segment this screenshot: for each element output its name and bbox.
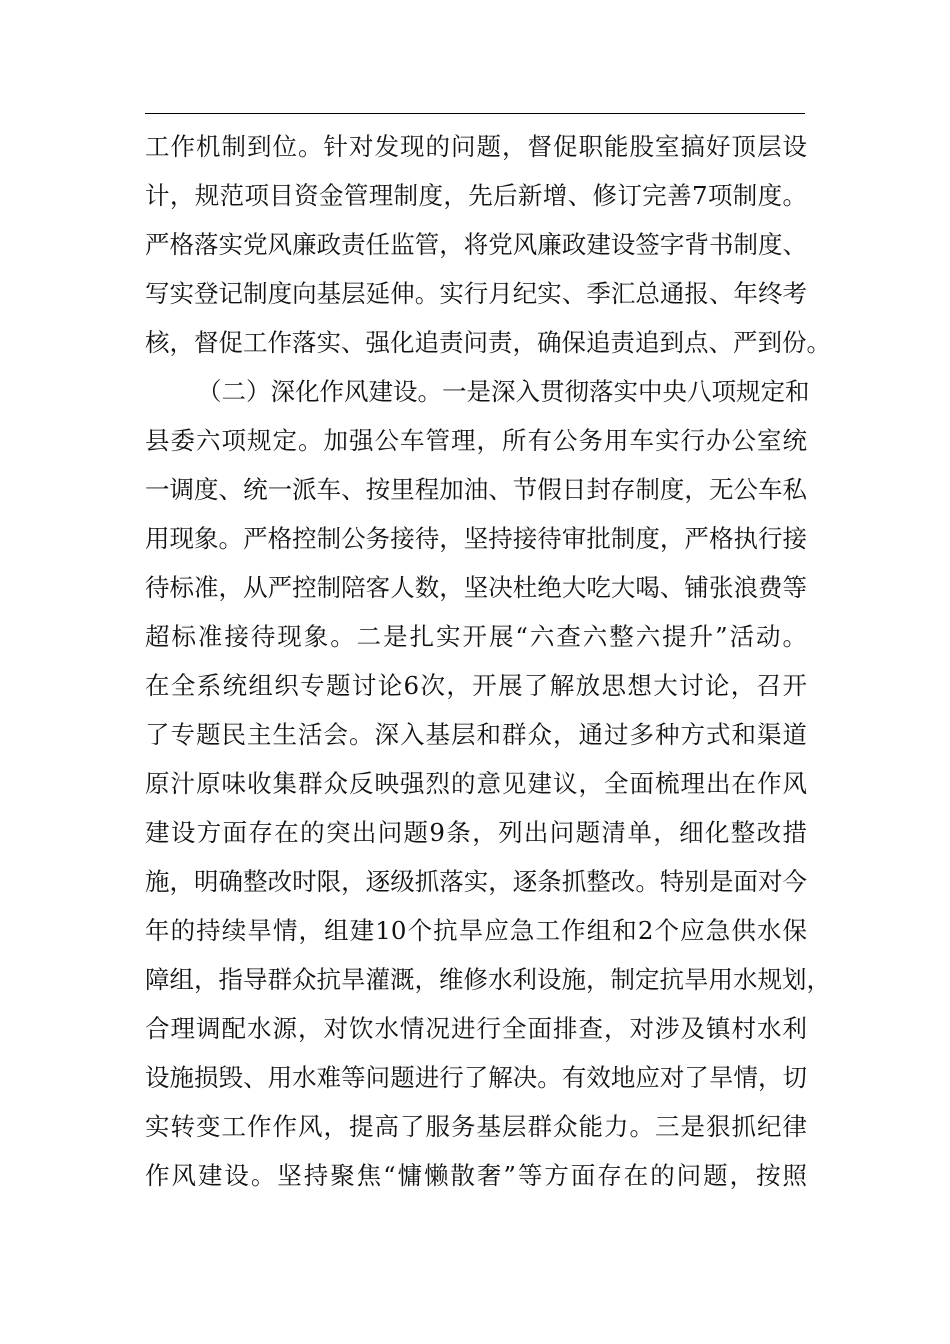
header-rule [145,113,805,114]
section-heading-line: （二）深化作风建设。一是深入贯彻落实中央八项规定和 [197,377,810,406]
text-line: 在全系统组织专题讨论6次，开展了解放思想大讨论，召开 [145,671,807,700]
text-line: 待标准，从严控制陪客人数，坚决杜绝大吃大喝、铺张浪费等 [145,573,807,602]
text-line: 超标准接待现象。二是扎实开展“六查六整六提升”活动。 [145,622,807,651]
text-line: 一调度、统一派车、按里程加油、节假日封存制度，无公车私 [145,475,807,504]
text-line: 施，明确整改时限，逐级抓落实，逐条抓整改。特别是面对今 [145,867,807,896]
text-line: 原汁原味收集群众反映强烈的意见建议，全面梳理出在作风 [145,769,807,798]
text-line: 用现象。严格控制公务接待，坚持接待审批制度，严格执行接 [145,524,807,553]
text-line: 了专题民主生活会。深入基层和群众，通过多种方式和渠道 [145,720,807,749]
text-line: 障组，指导群众抗旱灌溉，维修水利设施，制定抗旱用水规划， [145,965,831,994]
text-line: 核，督促工作落实、强化追责问责，确保追责追到点、严到份。 [145,328,831,357]
text-line: 写实登记制度向基层延伸。实行月纪实、季汇总通报、年终考 [145,279,807,308]
text-line: 工作机制到位。针对发现的问题，督促职能股室搞好顶层设 [145,132,807,161]
text-line: 合理调配水源，对饮水情况进行全面排查，对涉及镇村水利 [145,1014,807,1043]
text-line: 年的持续旱情，组建10个抗旱应急工作组和2个应急供水保 [145,916,807,945]
text-line: 严格落实党风廉政责任监管，将党风廉政建设签字背书制度、 [145,230,807,259]
text-line: 设施损毁、用水难等问题进行了解决。有效地应对了旱情，切 [145,1063,807,1092]
text-line: 计，规范项目资金管理制度，先后新增、修订完善7项制度。 [145,181,807,210]
text-line: 县委六项规定。加强公车管理，所有公务用车实行办公室统 [145,426,807,455]
body-text [145,122,831,1200]
text-line: 建设方面存在的突出问题9条，列出问题清单，细化整改措 [145,818,807,847]
text-line: 实转变工作作风，提高了服务基层群众能力。三是狠抓纪律 [145,1112,807,1141]
text-line: 作风建设。坚持聚焦“慵懒散奢”等方面存在的问题，按照 [145,1161,807,1190]
